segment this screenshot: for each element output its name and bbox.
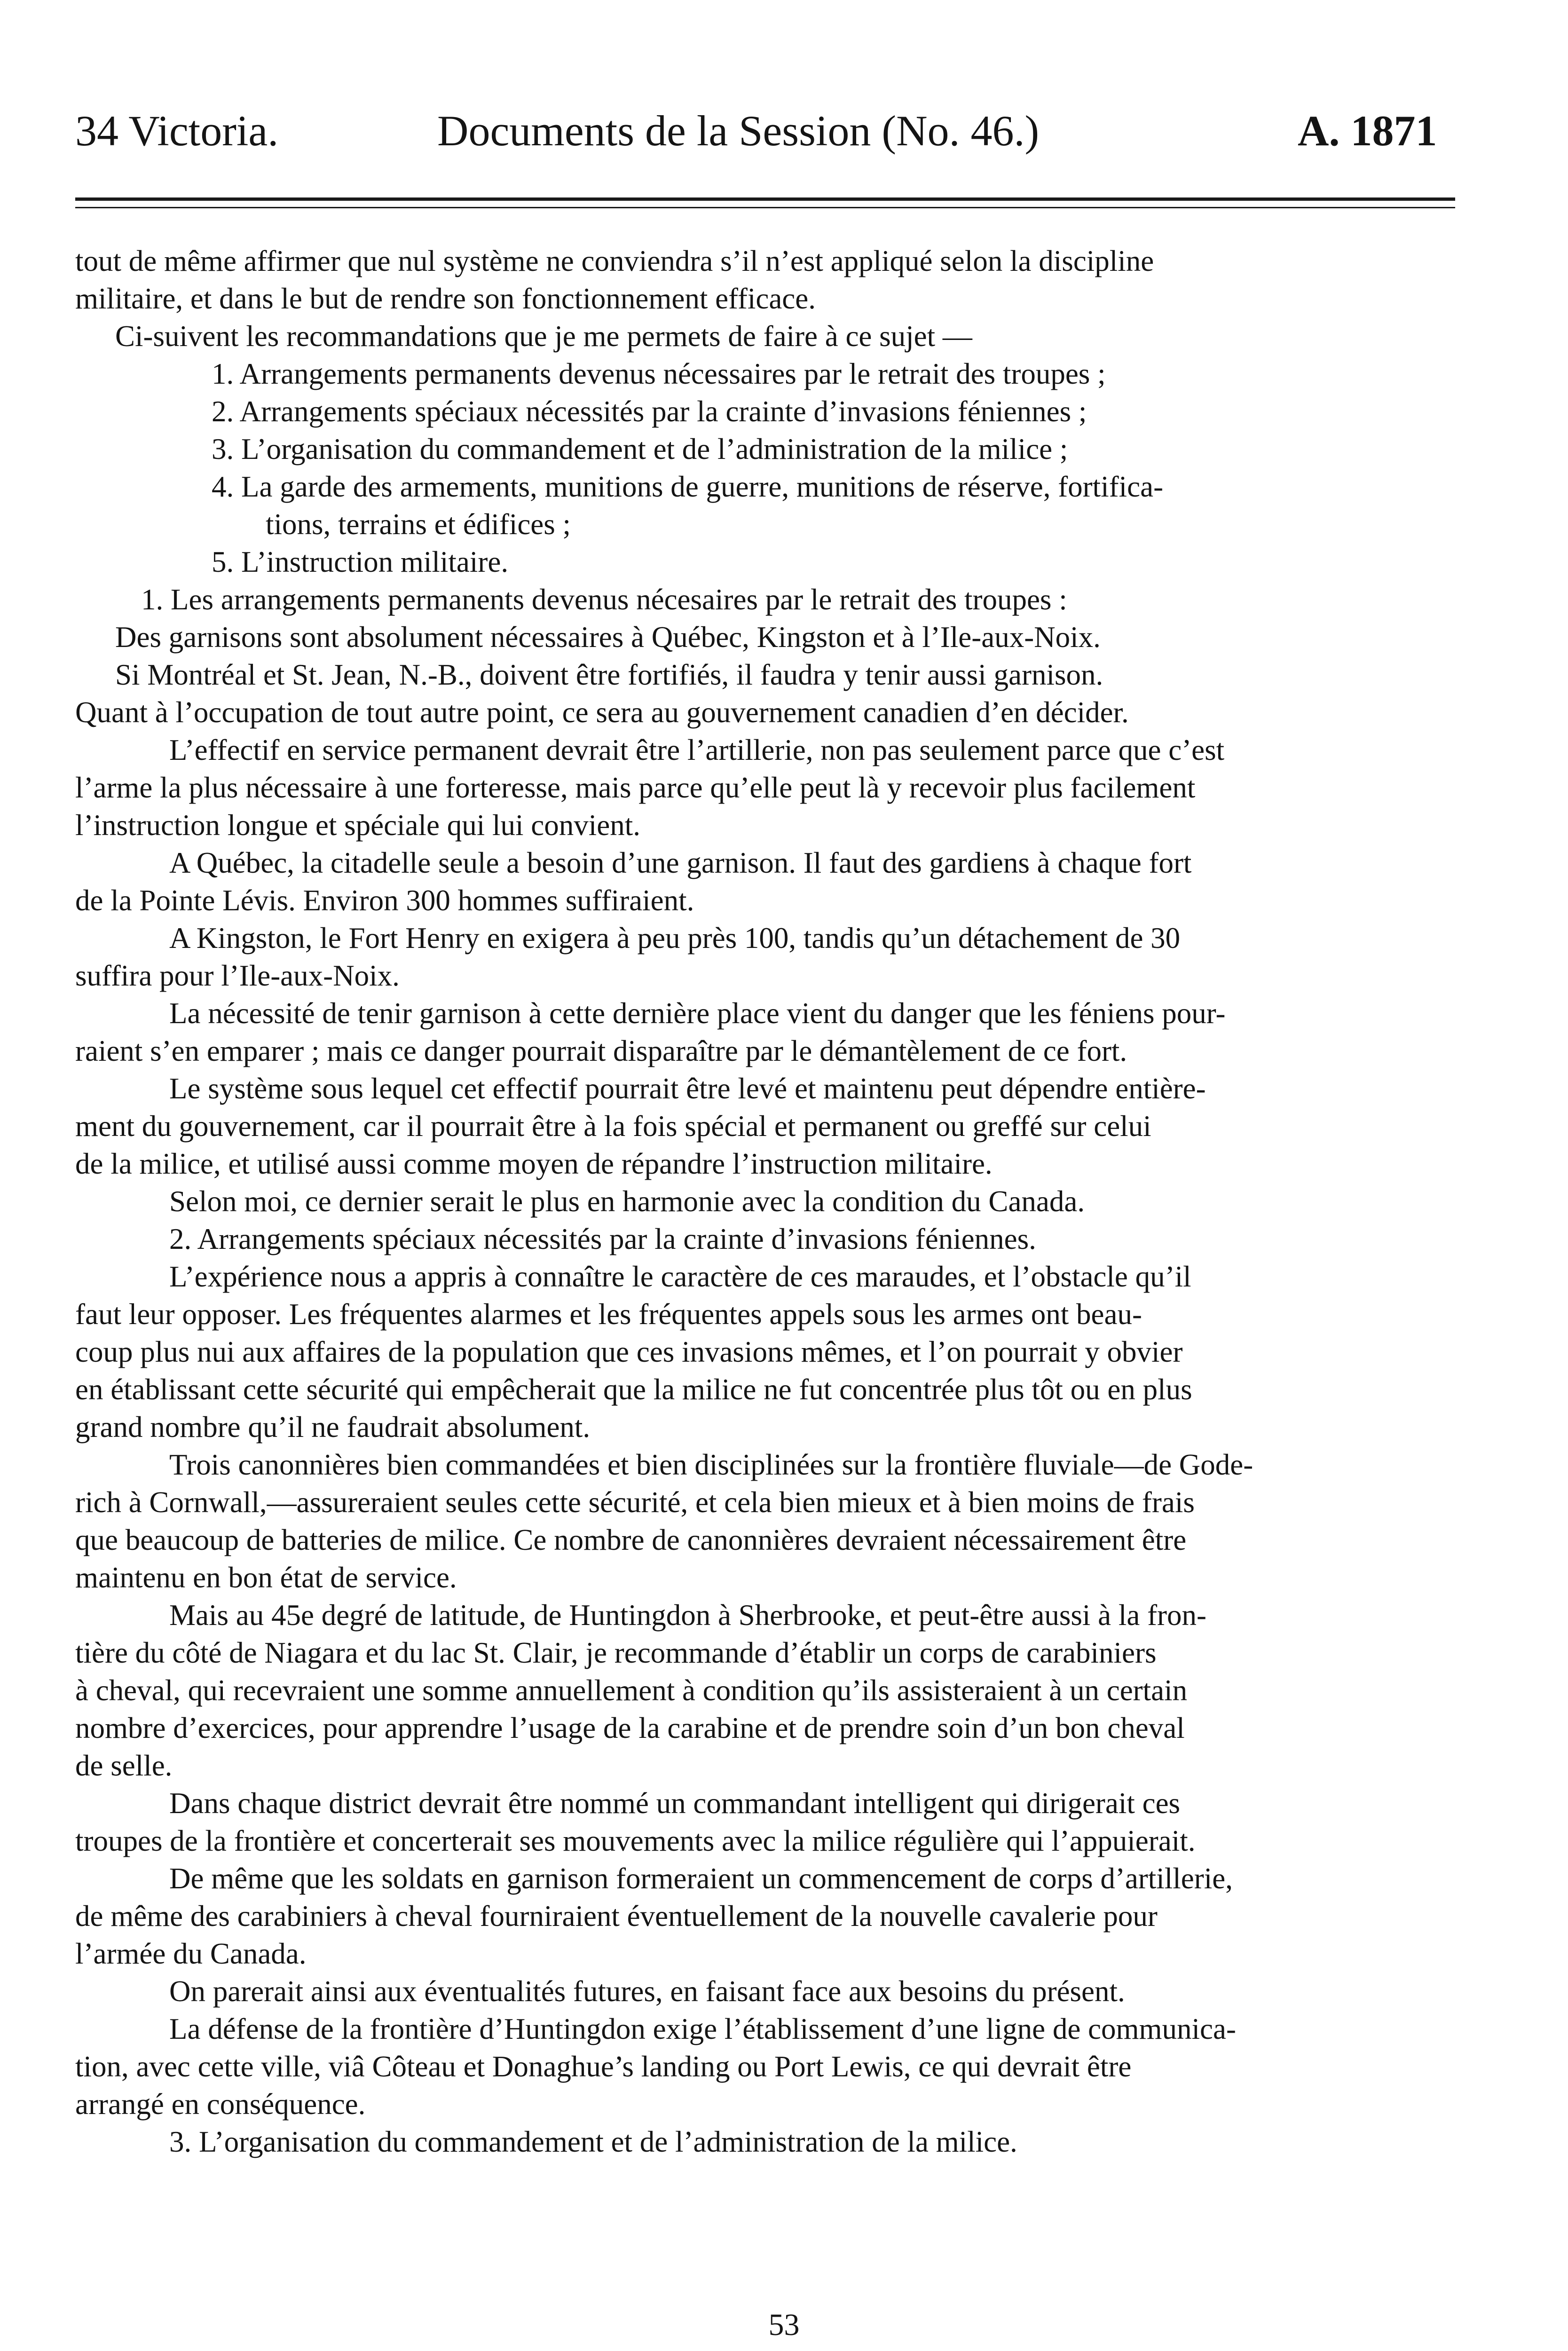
text-line: Le système sous lequel cet effectif pourrait être levé et maintenu peut dépendre entière- [169, 1072, 1206, 1105]
list-item: 2. Arrangements spéciaux nécessités par la crainte d’invasions féniennes ; [212, 395, 1087, 428]
text-line: La défense de la frontière d’Huntingdon exige l’établissement d’une ligne de communica- [169, 2012, 1236, 2045]
text-line: militaire, et dans le but de rendre son fonctionnement efficace. [75, 282, 816, 315]
header-volume: 34 Victoria. [75, 107, 279, 155]
text-line: rich à Cornwall,—assureraient seules cette sécurité, et cela bien mieux et à bien moins de frais [75, 1486, 1195, 1519]
text-line: De même que les soldats en garnison formeraient un commencement de corps d’artillerie, [169, 1862, 1233, 1895]
text-line: Quant à l’occupation de tout autre point, ce sera au gouvernement canadien d’en décider. [75, 696, 1129, 729]
list-item: 3. L’organisation du commandement et de l’administration de la milice ; [212, 433, 1068, 465]
text-line: Dans chaque district devrait être nommé un commandant intelligent qui dirigerait ces [169, 1787, 1181, 1820]
text-line: tière du côté de Niagara et du lac St. Clair, je recommande d’établir un corps de carabiniers [75, 1636, 1157, 1669]
text-line: de la Pointe Lévis. Environ 300 hommes suffiraient. [75, 884, 694, 917]
list-item: 4. La garde des armements, munitions de guerre, munitions de réserve, fortifica- [212, 470, 1164, 503]
text-line: On parerait ainsi aux éventualités futures, en faisant face aux besoins du présent. [169, 1975, 1125, 2008]
text-line: de même des carabiniers à cheval fourniraient éventuellement de la nouvelle cavalerie pour [75, 1900, 1158, 1933]
text-line: suffira pour l’Ile-aux-Noix. [75, 959, 400, 992]
list-item: 1. Arrangements permanents devenus nécessaires par le retrait des troupes ; [212, 357, 1106, 390]
text-line: tout de même affirmer que nul système ne conviendra s’il n’est appliqué selon la discipline [75, 245, 1154, 277]
text-line: L’effectif en service permanent devrait être l’artillerie, non pas seulement parce que c’est [169, 734, 1225, 766]
text-line: de la milice, et utilisé aussi comme moyen de répandre l’instruction militaire. [75, 1147, 993, 1180]
text-line: grand nombre qu’il ne faudrait absolument. [75, 1411, 591, 1444]
text-line: à cheval, qui recevraient une somme annuellement à condition qu’ils assisteraient à un certain [75, 1674, 1188, 1707]
list-item: 5. L’instruction militaire. [212, 545, 509, 578]
header-title: Documents de la Session (No. 46.) [437, 107, 1040, 155]
text-line: arrangé en conséquence. [75, 2088, 366, 2121]
text-line: Mais au 45e degré de latitude, de Huntingdon à Sherbrooke, et peut-être aussi à la fron- [169, 1599, 1207, 1632]
section-heading: 1. Les arrangements permanents devenus nécesaires par le retrait des troupes : [141, 583, 1067, 616]
text-line: raient s’en emparer ; mais ce danger pourrait disparaître par le démantèlement de ce fort. [75, 1034, 1127, 1067]
text-line: Si Montréal et St. Jean, N.-B., doivent être fortifiés, il faudra y tenir aussi garnison. [115, 658, 1103, 691]
text-line: tion, avec cette ville, viâ Côteau et Donaghue’s landing ou Port Lewis, ce qui devrait être [75, 2050, 1132, 2083]
text-line: maintenu en bon état de service. [75, 1561, 457, 1594]
text-line: troupes de la frontière et concerterait ses mouvements avec la milice régulière qui l’appuierait. [75, 1824, 1196, 1857]
text-line: Des garnisons sont absolument nécessaires à Québec, Kingston et à l’Ile-aux-Noix. [115, 621, 1101, 654]
section-heading: 3. L’organisation du commandement et de l’administration de la milice. [169, 2125, 1017, 2158]
text-line: en établissant cette sécurité qui empêcherait que la milice ne fut concentrée plus tôt ou en plus [75, 1373, 1192, 1406]
text-line: A Kingston, le Fort Henry en exigera à peu près 100, tandis qu’un détachement de 30 [169, 922, 1181, 955]
text-line: A Québec, la citadelle seule a besoin d’une garnison. Il faut des gardiens à chaque fort [169, 846, 1192, 879]
text-line: l’armée du Canada. [75, 1937, 307, 1970]
header-rule-thin [75, 207, 1455, 208]
section-heading: 2. Arrangements spéciaux nécessités par la crainte d’invasions féniennes. [169, 1223, 1036, 1255]
list-item-continuation: tions, terrains et édifices ; [266, 508, 571, 541]
header-year: A. 1871 [1298, 107, 1437, 155]
text-line: faut leur opposer. Les fréquentes alarmes et les fréquentes appels sous les armes ont beau- [75, 1298, 1142, 1331]
text-line: La nécessité de tenir garnison à cette dernière place vient du danger que les féniens pour- [169, 997, 1226, 1030]
text-line: que beaucoup de batteries de milice. Ce nombre de canonnières devraient nécessairement être [75, 1523, 1187, 1556]
text-line: nombre d’exercices, pour apprendre l’usage de la carabine et de prendre soin d’un bon cheval [75, 1712, 1185, 1744]
header-rule-thick [75, 197, 1455, 201]
text-line: Trois canonnières bien commandées et bien disciplinées sur la frontière fluviale—de Gode- [169, 1448, 1253, 1481]
text-line: Ci-suivent les recommandations que je me permets de faire à ce sujet — [115, 320, 972, 353]
text-line: l’instruction longue et spéciale qui lui convient. [75, 809, 640, 842]
text-line: L’expérience nous a appris à connaître le caractère de ces maraudes, et l’obstacle qu’il [169, 1260, 1191, 1293]
page-header [0, 103, 1568, 159]
text-line: coup plus nui aux affaires de la population que ces invasions mêmes, et l’on pourrait y obvier [75, 1335, 1183, 1368]
text-line: ment du gouvernement, car il pourrait être à la fois spécial et permanent ou greffé sur celui [75, 1110, 1151, 1143]
text-line: de selle. [75, 1749, 173, 1782]
page-number: 53 [768, 2308, 800, 2342]
text-line: l’arme la plus nécessaire à une forteresse, mais parce qu’elle peut là y recevoir plus facilement [75, 771, 1196, 804]
document-body [75, 242, 1469, 2161]
text-line: Selon moi, ce dernier serait le plus en harmonie avec la condition du Canada. [169, 1185, 1085, 1218]
